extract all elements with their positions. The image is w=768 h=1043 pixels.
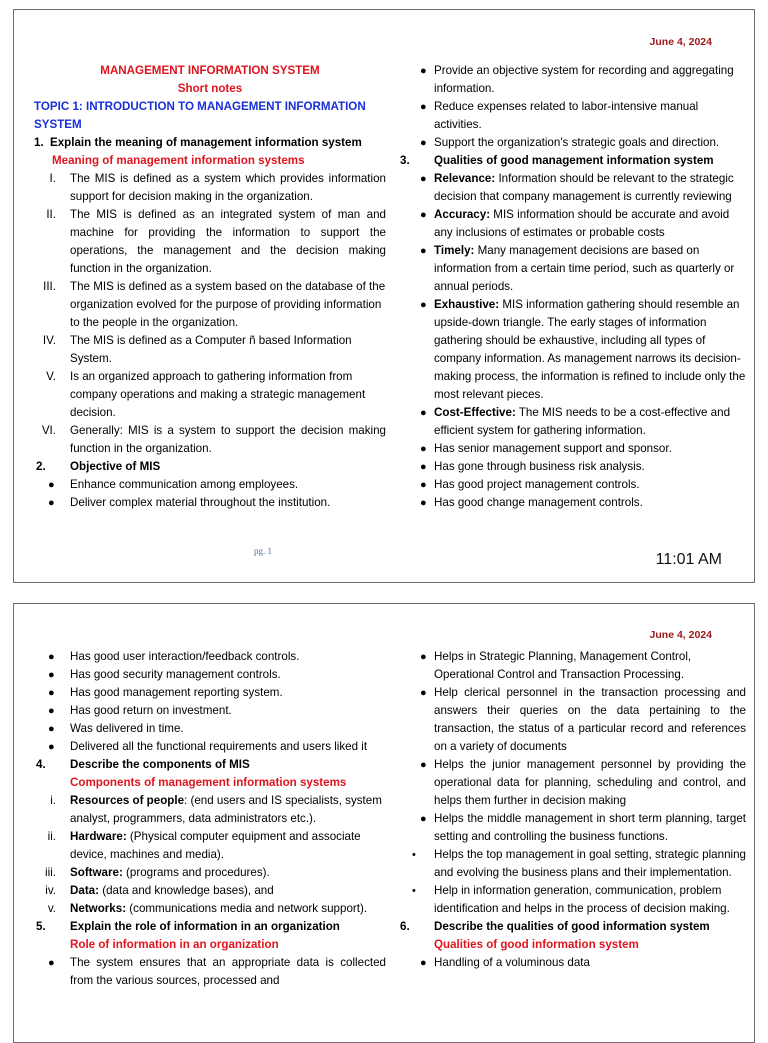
list-item: ● Timely: Many management decisions are based on information from a certain time period, such as quarterly or annual periods.: [420, 244, 735, 293]
list-item: ● Reduce expenses related to labor-intensive manual activities.: [420, 100, 699, 131]
list-item: ● Has good user interaction/feedback controls.: [34, 648, 386, 666]
meaning-item: V. Is an organized approach to gathering information from company operations and making a strategic management decision.: [46, 370, 366, 419]
bullet-icon: ●: [420, 957, 427, 969]
list-item: ● Help clerical personnel in the transaction processing and answers their queries on the data pertaining to the transaction, the status of a particular record and references on a variety of documents: [420, 686, 746, 753]
list-item: ● Cost-Effective: The MIS needs to be a cost-effective and efficient system for gathering information.: [420, 406, 731, 437]
question-3: 3. Qualities of good management information system: [400, 154, 714, 167]
role-heading: Role of information in an organization: [70, 938, 279, 951]
list-item: ● Has good change management controls.: [398, 494, 746, 512]
list-item: ● The system ensures that an appropriate data is collected from the various sources, processed and: [48, 956, 386, 987]
list-item: ● Relevance: Information should be relevant to the strategic decision that company management is currently reviewing: [420, 172, 734, 203]
meaning-item: IV. The MIS is defined as a Computer ñ based Information System.: [42, 334, 352, 365]
question-1: 1. Explain the meaning of management information system: [34, 136, 362, 149]
question-5: 5. Explain the role of information in an organization: [36, 920, 340, 933]
bullet-icon: ●: [420, 137, 427, 149]
question-6: 6. Describe the qualities of good information system: [400, 920, 710, 933]
bullet-icon: ●: [420, 173, 427, 185]
bullet-icon: ●: [420, 497, 427, 509]
list-item: ● Has good project management controls.: [398, 476, 746, 494]
bullet-icon: ●: [420, 443, 427, 455]
meaning-item: III. The MIS is defined as a system based on the database of the organization evolved for the purpose of providing information to the people in the organization.: [43, 280, 386, 329]
topic-heading: TOPIC 1: INTRODUCTION TO MANAGEMENT INFORMATION SYSTEM: [34, 100, 366, 131]
timestamp: 11:01 AM: [655, 551, 722, 568]
bullet-icon: ●: [420, 299, 427, 311]
bullet-icon: ●: [48, 723, 55, 735]
page-number: pg. 1: [254, 546, 272, 556]
meaning-item: VI. Generally: MIS is a system to support the decision making function in the organization.: [41, 424, 386, 455]
components-heading: Components of management information systems: [70, 776, 347, 789]
bullet-icon: ●: [420, 245, 427, 257]
bullet-icon: ●: [48, 651, 55, 663]
list-item: ● Has good management reporting system.: [34, 684, 386, 702]
list-item: ● Has gone through business risk analysis.: [398, 458, 746, 476]
list-item: ● Deliver complex material throughout the institution.: [34, 494, 386, 512]
meaning-item: I. The MIS is defined as a system which provides information support for decision making in the organization.: [49, 172, 386, 203]
bullet-icon: ●: [420, 687, 427, 699]
list-item: • Help in information generation, communication, problem identification and helps in the process of decision making.: [412, 884, 730, 915]
bullet-icon: ●: [48, 705, 55, 717]
good-info-heading: Qualities of good information system: [434, 938, 639, 951]
bullet-icon: ●: [420, 813, 427, 825]
list-item: ● Has senior management support and sponsor.: [398, 440, 746, 458]
bullet-icon: ●: [420, 407, 427, 419]
bullet-icon: ●: [420, 651, 427, 663]
bullet-icon: ●: [420, 759, 427, 771]
list-item: ● Has good return on investment.: [34, 702, 386, 720]
list-item: ● Enhance communication among employees.: [34, 476, 386, 494]
bullet-icon: ●: [420, 101, 427, 113]
question-2: 2. Objective of MIS: [36, 460, 161, 473]
list-item: ● Support the organization's strategic goals and direction.: [398, 134, 746, 152]
list-item: ● Was delivered in time.: [34, 720, 386, 738]
bullet-icon: •: [412, 849, 416, 861]
list-item: ● Helps the middle management in short term planning, target setting and controlling the business functions.: [420, 812, 746, 843]
list-item: ● Exhaustive: MIS information gathering should resemble an upside-down triangle. The early stages of information gathering should be exhaustive, including all types of company information. As management narrows its decision-making process, the information is refined to include only the most relevant pieces.: [420, 298, 746, 401]
bullet-icon: ●: [48, 741, 55, 753]
bullet-icon: ●: [420, 65, 427, 77]
component-item: v. Networks: (communications media and network support).: [47, 902, 368, 915]
bullet-icon: ●: [420, 479, 427, 491]
list-item: ● Provide an objective system for recording and aggregating information.: [420, 64, 734, 95]
right-column: [398, 62, 746, 512]
list-item: ● Has good security management controls.: [34, 666, 386, 684]
bullet-icon: ●: [420, 209, 427, 221]
right-column: [398, 648, 746, 972]
document-subtitle: Short notes: [177, 82, 243, 95]
page-date: June 4, 2024: [649, 36, 712, 48]
component-item: iii. Software: (programs and procedures).: [45, 866, 270, 879]
list-item: • Helps the top management in goal setting, strategic planning and evolving the business plans and their implementation.: [412, 848, 746, 879]
document-title: MANAGEMENT INFORMATION SYSTEM: [100, 64, 320, 77]
component-item: ii. Hardware: (Physical computer equipment and associate device, machines and media).: [47, 830, 361, 861]
document-page-1: [13, 9, 755, 583]
left-column: [34, 62, 386, 512]
bullet-icon: •: [412, 885, 416, 897]
bullet-icon: ●: [48, 957, 55, 969]
bullet-icon: ●: [48, 687, 55, 699]
list-item: ● Helps the junior management personnel by providing the operational data for planning, scheduling and control, and helps them further in decision making: [420, 758, 746, 807]
component-item: iv. Data: (data and knowledge bases), and: [45, 884, 274, 897]
bullet-icon: ●: [420, 461, 427, 473]
list-item: ● Delivered all the functional requirements and users liked it: [34, 738, 386, 756]
list-item: ● Handling of a voluminous data: [398, 954, 746, 972]
list-item: ● Accuracy: MIS information should be accurate and avoid any inclusions of estimates or probable costs: [420, 208, 730, 239]
document-page-2: [13, 603, 755, 1043]
component-item: i. Resources of people: (end users and IS specialists, system analyst, programmers, data administrators etc.).: [50, 794, 382, 825]
left-column: [34, 648, 386, 990]
list-item: ● Helps in Strategic Planning, Management Control, Operational Control and Transaction Processing.: [420, 650, 692, 681]
meaning-item: II. The MIS is defined as an integrated system of man and machine for providing the information to support the operations, the management and the decision making function in the organization.: [46, 208, 386, 275]
bullet-icon: ●: [48, 479, 55, 491]
bullet-icon: ●: [48, 669, 55, 681]
page-date: June 4, 2024: [649, 629, 712, 641]
meaning-heading: Meaning of management information systems: [52, 154, 305, 167]
bullet-icon: ●: [48, 497, 55, 509]
question-4: 4. Describe the components of MIS: [36, 758, 250, 771]
